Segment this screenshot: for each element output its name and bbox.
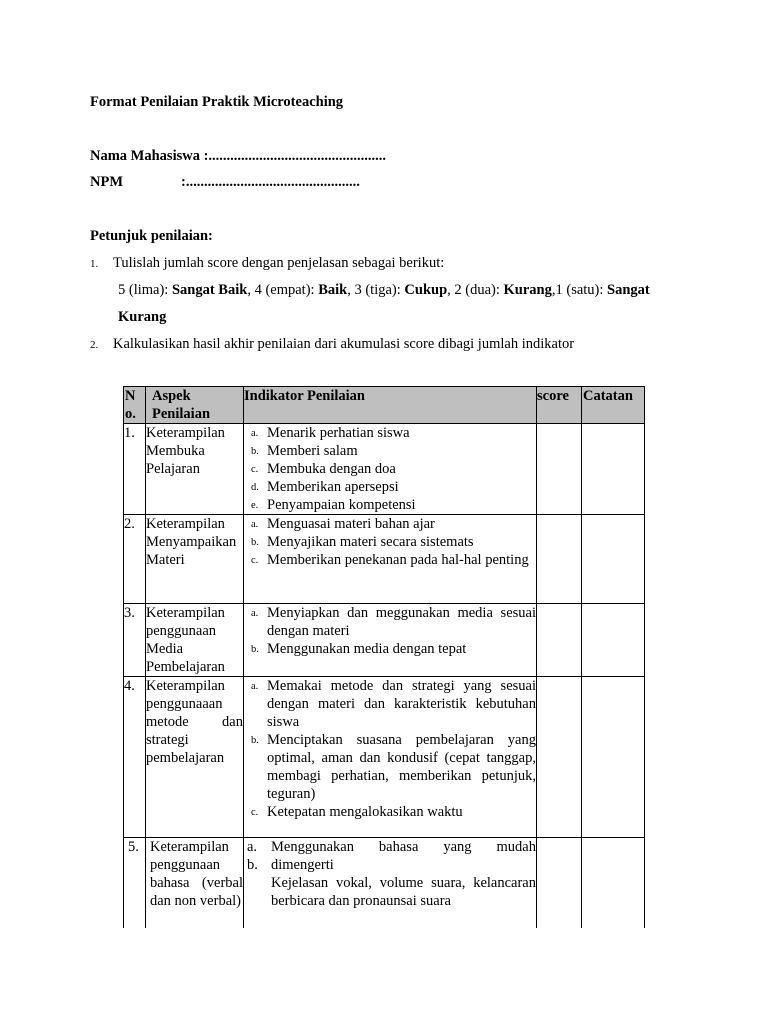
penilaian-table [123, 386, 645, 928]
row-aspect: Keterampilan Membuka Pelajaran [146, 424, 244, 515]
scale-label-cukup: Cukup [404, 282, 448, 298]
row-aspect: Keterampilan penggunaaan metode dan strategi pembelajaran [146, 677, 244, 838]
row-aspect: Keterampilan Menyampaikan Materi [146, 515, 244, 604]
row-aspect: Keterampilan penggunaan bahasa (verbal dan non verbal) [146, 838, 244, 928]
row-aspect: Keterampilan penggunaan Media Pembelajaran [146, 604, 244, 677]
row-indicators [244, 424, 537, 515]
petunjuk-item-2-num: 2. [90, 339, 99, 351]
header-catatan: Catatan [582, 387, 645, 424]
nama-label: Nama Mahasiswa : [90, 148, 209, 164]
score-cell[interactable] [537, 604, 582, 677]
table-row [124, 677, 645, 838]
indicator-item: a. Memakai metode dan strategi yang sesuai dengan materi dan karakteristik kebutuhan siswa [251, 678, 536, 730]
indicator-item: Menggunakan bahasa yang mudah dimengerti [271, 839, 536, 873]
scale-text-4: , 4 (empat): [247, 282, 319, 298]
table-row [124, 424, 645, 515]
table-row [124, 515, 645, 604]
petunjuk-item-1-text: Tulislah jumlah score dengan penjelasan sebagai berikut: [113, 255, 445, 271]
indicator-item: c. Membuka dengan doa [251, 461, 396, 477]
header-indikator: Indikator Penilaian [244, 387, 537, 424]
score-cell[interactable] [537, 677, 582, 838]
indicator-item: Kejelasan vokal, volume suara, kelancaran berbicara dan pronaunsai suara [271, 875, 536, 909]
row-indicators [244, 838, 537, 928]
table-header-row [124, 387, 645, 424]
scale-text-1: ,1 (satu): [551, 282, 608, 298]
scale-text-3: , 3 (tiga): [347, 282, 405, 298]
npm-label: NPM [90, 174, 124, 190]
indicator-item: b. Memberi salam [251, 443, 358, 459]
document-title: Format Penilaian Praktik Microteaching [90, 94, 344, 110]
row-number: 5. [124, 838, 146, 928]
score-cell[interactable] [537, 515, 582, 604]
indicator-marker: b. [247, 857, 258, 873]
petunjuk-item-1-num: 1. [90, 258, 99, 270]
row-indicators [244, 515, 537, 604]
indicator-item: c. Memberikan penekanan pada hal-hal penting [251, 552, 529, 568]
catatan-cell[interactable] [582, 515, 645, 604]
scale-text-2: , 2 (dua): [447, 282, 504, 298]
header-no: No. [124, 387, 146, 424]
catatan-cell[interactable] [582, 838, 645, 928]
catatan-cell[interactable] [582, 604, 645, 677]
scale-label-sangat-baik: Sangat Baik [171, 282, 248, 298]
indicator-item: e. Penyampaian kompetensi [251, 497, 416, 513]
row-number: 4. [124, 677, 146, 838]
row-number: 1. [124, 424, 146, 515]
score-scale [118, 282, 650, 299]
nama-mahasiswa-field [90, 148, 386, 165]
catatan-cell[interactable] [582, 677, 645, 838]
row-number: 2. [124, 515, 146, 604]
scale-text-5: 5 (lima): [118, 282, 172, 298]
indicator-marker: a. [247, 839, 258, 855]
petunjuk-item-2-text: Kalkulasikan hasil akhir penilaian dari akumulasi score dibagi jumlah indikator [113, 336, 575, 352]
row-number: 3. [124, 604, 146, 677]
nama-dots: ................................................. [208, 148, 387, 164]
npm-dots: :................................................ [181, 174, 360, 190]
indicator-item: d. Memberikan apersepsi [251, 479, 399, 495]
scale-label-kurang-cont: Kurang [118, 309, 167, 325]
score-cell[interactable] [537, 838, 582, 928]
indicator-item: b. Menciptakan suasana pembelajaran yang optimal, aman dan kondusif (cepat tanggap, membagi perhatian, memberikan petunjuk, teguran) [251, 732, 536, 802]
indicator-item: a. Menyiapkan dan meggunakan media sesuai dengan materi [251, 605, 536, 639]
indicator-item: a. Menguasai materi bahan ajar [251, 516, 435, 532]
indicator-item: c. Ketepatan mengalokasikan waktu [251, 804, 463, 820]
table-row [124, 604, 645, 677]
row-indicators [244, 604, 537, 677]
scale-label-baik: Baik [318, 282, 348, 298]
scale-label-kurang: Kurang [503, 282, 552, 298]
indicator-item: b. Menggunakan media dengan tepat [251, 641, 467, 657]
scale-label-sangat: Sangat [607, 282, 650, 298]
header-score: score [537, 387, 582, 424]
petunjuk-heading: Petunjuk penilaian: [90, 228, 213, 244]
indicator-item: a. Menarik perhatian siswa [251, 425, 410, 441]
row-indicators [244, 677, 537, 838]
header-aspek: Aspek Penilaian [146, 387, 244, 424]
score-cell[interactable] [537, 424, 582, 515]
catatan-cell[interactable] [582, 424, 645, 515]
table-row [124, 838, 645, 928]
indicator-item: b. Menyajikan materi secara sistemats [251, 534, 474, 550]
